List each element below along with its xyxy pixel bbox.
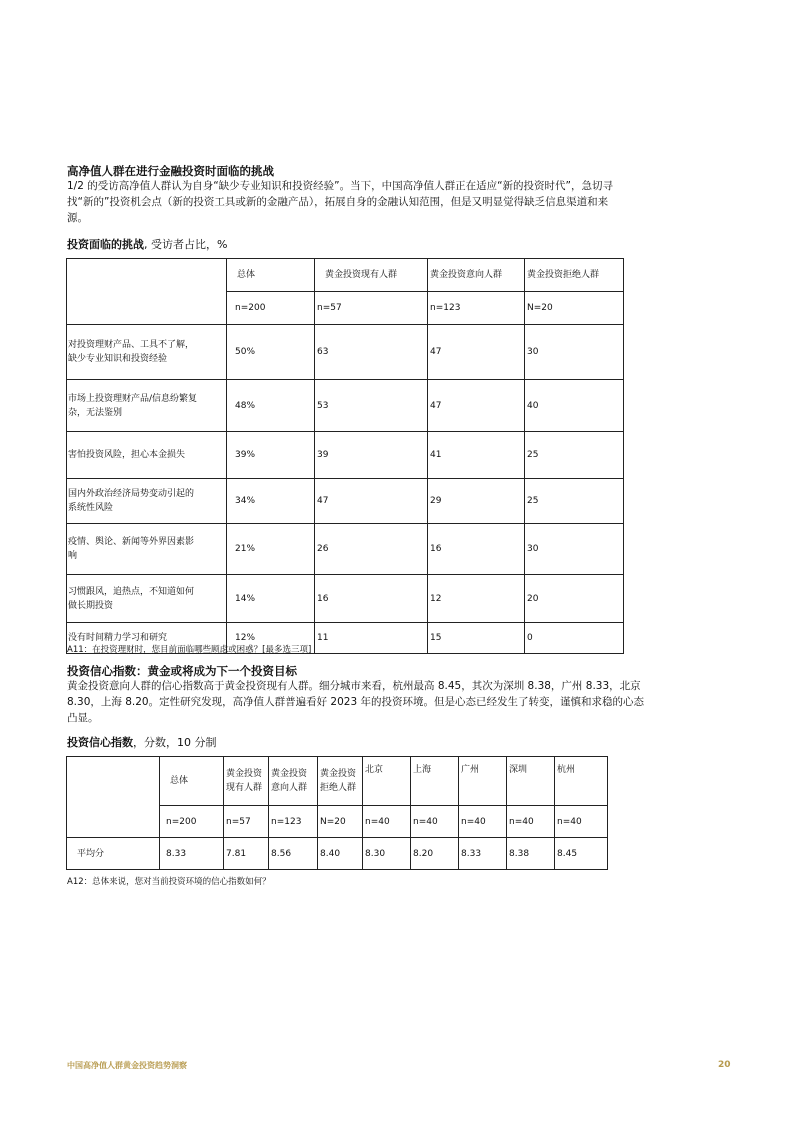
- table-cell: 25: [525, 479, 624, 524]
- table-cell: 16: [315, 575, 428, 623]
- footer-title: 中国高净值人群黄金投资趋势洞察: [67, 1061, 187, 1070]
- column-header: 深圳: [507, 757, 555, 806]
- table-cell: 21%: [227, 524, 315, 575]
- table2-title: [67, 734, 217, 750]
- table-cell: 63: [315, 325, 428, 380]
- table-cell: 8.33: [459, 838, 507, 870]
- table-cell: 26: [315, 524, 428, 575]
- table-row: [67, 838, 608, 870]
- table-cell: 30: [525, 325, 624, 380]
- paragraph-line: 8.30，上海 8.20。定性研究发现，高净值人群普遍看好 2023 年的投资环境。但是心态已经发生了转变，谨慎和求稳的心态: [67, 696, 644, 708]
- section1-paragraph: [67, 178, 727, 226]
- table-row: [67, 479, 624, 524]
- paragraph-line: 1/2 的受访高净值人群认为自身“缺少专业知识和投资经验”。当下，中国高净值人群正在适应“新的投资时代”，急切寻: [67, 180, 613, 192]
- sample-size-cell: n=123: [269, 806, 318, 838]
- table-cell: 0: [525, 623, 624, 654]
- table-corner-cell: [67, 757, 160, 838]
- table-cell: 40: [525, 380, 624, 432]
- question-note-a12: A12：总体来说，您对当前投资环境的信心指数如何？: [67, 877, 271, 887]
- table-cell: 8.30: [363, 838, 411, 870]
- table-row: [67, 432, 624, 479]
- paragraph-line: 黄金投资意向人群的信心指数高于黄金投资现有人群。细分城市来看，杭州最高 8.45，其次为深圳 8.38，广州 8.33，北京: [67, 680, 641, 692]
- table-cell: 30: [525, 524, 624, 575]
- row-label: 市场上投资理财产品/信息纷繁复 杂，无法鉴别: [67, 380, 227, 432]
- challenges-table: [66, 258, 624, 654]
- column-header: 黄金投资现有人群: [315, 259, 428, 292]
- paragraph-line: 源。: [67, 212, 88, 224]
- table-cell: 8.20: [411, 838, 459, 870]
- table-row: [67, 524, 624, 575]
- table-cell: 7.81: [224, 838, 269, 870]
- column-header: 黄金投资拒绝人群: [525, 259, 624, 292]
- column-header: 总体: [227, 259, 315, 292]
- table-cell: 8.33: [160, 838, 224, 870]
- row-label: 习惯跟风，追热点，不知道如何 做长期投资: [67, 575, 227, 623]
- table-cell: 48%: [227, 380, 315, 432]
- column-header: 黄金投资意向人群: [428, 259, 525, 292]
- column-header: 黄金投资 拒绝人群: [318, 757, 363, 806]
- table-cell: 39: [315, 432, 428, 479]
- sample-size-cell: n=40: [363, 806, 411, 838]
- column-header: 总体: [160, 757, 224, 806]
- table-cell: 25: [525, 432, 624, 479]
- sample-size-cell: n=200: [227, 292, 315, 325]
- table1-title-rest: , 受访者占比，%: [144, 238, 228, 251]
- sample-size-cell: n=40: [459, 806, 507, 838]
- sample-size-cell: n=40: [507, 806, 555, 838]
- table-cell: 34%: [227, 479, 315, 524]
- table1-title-bold: 投资面临的挑战: [67, 238, 144, 251]
- table-cell: 53: [315, 380, 428, 432]
- section1-heading: 高净值人群在进行金融投资时面临的挑战: [67, 164, 274, 178]
- table-cell: 8.40: [318, 838, 363, 870]
- table-cell: 47: [428, 325, 525, 380]
- sample-size-cell: n=40: [555, 806, 608, 838]
- table-header-row: [67, 757, 608, 806]
- table-cell: 12%: [227, 623, 315, 654]
- table-cell: 16: [428, 524, 525, 575]
- table-cell: 41: [428, 432, 525, 479]
- sample-size-cell: n=57: [315, 292, 428, 325]
- sample-size-cell: N=20: [318, 806, 363, 838]
- row-label: 害怕投资风险，担心本金损失: [67, 432, 227, 479]
- column-header: 黄金投资 意向人群: [269, 757, 318, 806]
- table-cell: 14%: [227, 575, 315, 623]
- table-cell: 47: [315, 479, 428, 524]
- table-row: [67, 575, 624, 623]
- table-row: [67, 380, 624, 432]
- table2-title-rest: ，分数，10 分制: [133, 736, 217, 749]
- row-label: 平均分: [67, 838, 160, 870]
- column-header: 杭州: [555, 757, 608, 806]
- row-label: 对投资理财产品、工具不了解， 缺少专业知识和投资经验: [67, 325, 227, 380]
- table-cell: 8.56: [269, 838, 318, 870]
- confidence-index-table: [66, 756, 608, 870]
- table-cell: 8.38: [507, 838, 555, 870]
- table-cell: 8.45: [555, 838, 608, 870]
- question-note-a11: A11：在投资理财时，您目前面临哪些顾虑或困惑？[最多选三项]: [67, 645, 312, 655]
- table-cell: 29: [428, 479, 525, 524]
- sample-size-cell: n=200: [160, 806, 224, 838]
- table1-title: [67, 236, 227, 252]
- row-label: 国内外政治经济局势变动引起的 系统性风险: [67, 479, 227, 524]
- page-number: 20: [718, 1060, 731, 1070]
- table-cell: 11: [315, 623, 428, 654]
- table-cell: 39%: [227, 432, 315, 479]
- paragraph-line: 凸显。: [67, 712, 99, 724]
- column-header: 黄金投资 现有人群: [224, 757, 269, 806]
- column-header: 北京: [363, 757, 411, 806]
- table-row: [67, 325, 624, 380]
- row-label: 没有时间精力学习和研究: [67, 623, 227, 654]
- table-cell: 47: [428, 380, 525, 432]
- sample-size-cell: N=20: [525, 292, 624, 325]
- table-cell: 50%: [227, 325, 315, 380]
- table-cell: 12: [428, 575, 525, 623]
- column-header: 上海: [411, 757, 459, 806]
- column-header: 广州: [459, 757, 507, 806]
- section2-paragraph: [67, 678, 727, 726]
- paragraph-line: 找“新的”投资机会点（新的投资工具或新的金融产品），拓展自身的金融认知范围，但是又明显觉得缺乏信息渠道和来: [67, 196, 609, 208]
- table-header-row: [67, 259, 624, 292]
- row-label: 疫情、舆论、新闻等外界因素影 响: [67, 524, 227, 575]
- sample-size-cell: n=40: [411, 806, 459, 838]
- sample-size-cell: n=57: [224, 806, 269, 838]
- sample-size-cell: n=123: [428, 292, 525, 325]
- table-cell: 15: [428, 623, 525, 654]
- section2-heading: 投资信心指数：黄金或将成为下一个投资目标: [67, 664, 297, 678]
- table-corner-cell: [67, 259, 227, 325]
- table-cell: 20: [525, 575, 624, 623]
- table2-title-bold: 投资信心指数: [67, 736, 133, 749]
